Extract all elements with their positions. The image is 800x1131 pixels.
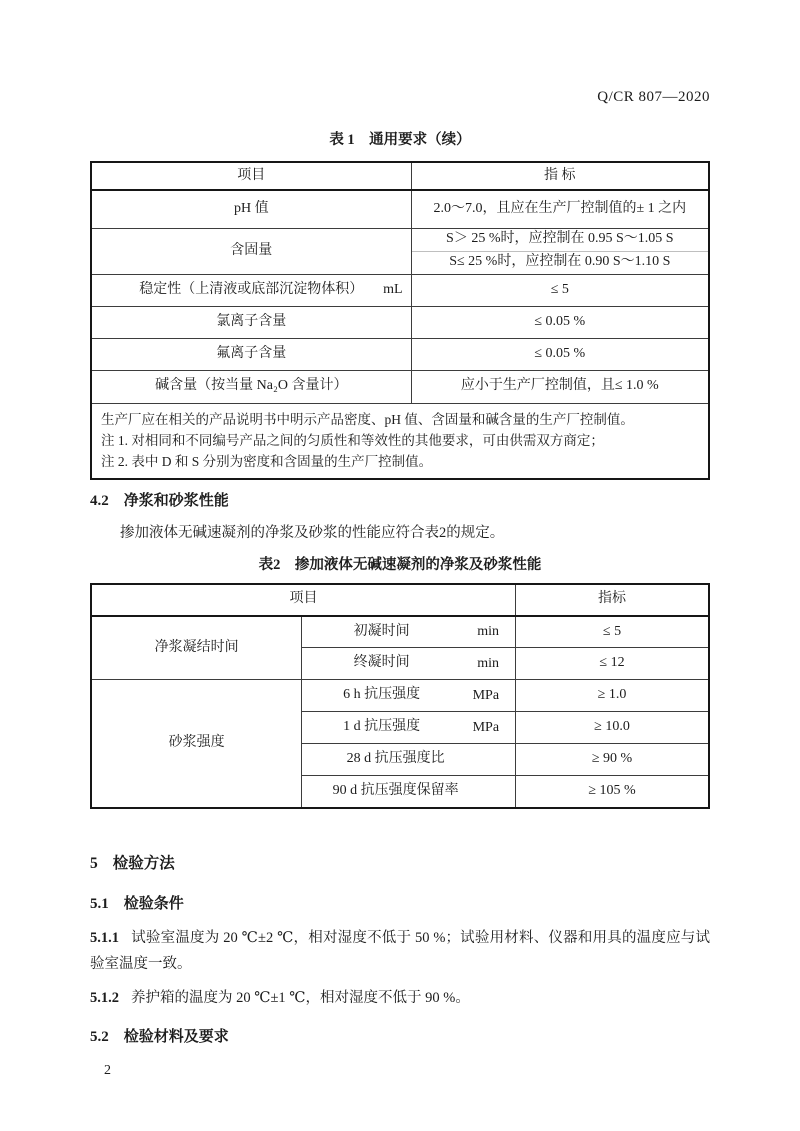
section-number: 5.1 (90, 895, 109, 912)
spec-cell: ≥ 10.0 (516, 712, 709, 744)
item-label: 6 h 抗压强度 (343, 687, 421, 703)
item-cell: 含固量 (91, 228, 411, 274)
section-title: 净浆和砂浆性能 (123, 492, 229, 509)
table1-footnotes (91, 403, 709, 479)
footnote-line: 生产厂应在相关的产品说明书中明示产品密度、pH 值、含固量和碱含量的生产厂控制值。 (101, 411, 634, 427)
item-cell: 氯离子含量 (91, 306, 411, 338)
section-number: 4.2 (90, 492, 109, 509)
section-title: 检验材料及要求 (123, 1028, 229, 1045)
group-cell: 砂浆强度 (91, 680, 302, 808)
clause-text: 试验室温度为 20 ℃±2 ℃，相对湿度不低于 50 %；试验用材料、仪器和用具的温度应与试验室温度一致。 (90, 929, 710, 972)
doc-number: Q/CR 807—2020 (597, 89, 710, 105)
table1-row-solid-content (91, 228, 709, 251)
unit-label: min (477, 623, 500, 639)
item-cell: 90 d 抗压强度保留率 (302, 776, 516, 808)
table1-row-fluoride (91, 338, 709, 370)
table1-header-row (91, 162, 709, 190)
section-5-2-heading (90, 1027, 710, 1047)
item-cell (302, 648, 516, 680)
spec-cell: ≤ 5 (411, 274, 709, 306)
spec-cell: ≥ 1.0 (516, 680, 709, 712)
item-cell: pH 值 (91, 190, 411, 228)
clause-5-1-2 (90, 985, 710, 1011)
section-5-1-heading (90, 894, 710, 914)
table1 (90, 161, 710, 480)
section-number: 5 (90, 854, 98, 872)
unit-label: min (477, 655, 500, 671)
spec-cell-line2: S≤ 25 %时，应控制在 0.90 S～1.10 S (411, 251, 709, 274)
item-label: 初凝时间 (353, 623, 410, 639)
table2-header-row (91, 584, 709, 616)
table1-row-stability (91, 274, 709, 306)
table2-row-initial-set (91, 616, 709, 648)
table1-footnote-row (91, 403, 709, 479)
section-title: 检验方法 (112, 854, 175, 872)
item-cell: 碱含量（按当量 Na₂O 含量计） (91, 370, 411, 403)
unit-label: MPa (472, 687, 500, 703)
table2-col-spec: 指标 (516, 584, 709, 616)
table1-row-ph (91, 190, 709, 228)
section-number: 5.2 (90, 1028, 109, 1045)
section-title: 检验条件 (123, 895, 184, 912)
page-number: 2 (104, 1062, 111, 1078)
spec-cell: ≥ 105 % (516, 776, 709, 808)
spec-cell: ≤ 12 (516, 648, 709, 680)
table1-row-chloride (91, 306, 709, 338)
section-4-2-heading (90, 491, 710, 511)
table2 (90, 583, 710, 809)
table1-caption: 表 1 通用要求（续） (329, 132, 471, 148)
table1-row-alkali (91, 370, 709, 403)
paragraph-4-2: 掺加液体无碱速凝剂的净浆及砂浆的性能应符合表2的规定。 (120, 524, 505, 541)
item-cell: 28 d 抗压强度比 (302, 744, 516, 776)
item-cell (91, 274, 411, 306)
unit-label: mL (383, 281, 403, 297)
item-cell (302, 616, 516, 648)
clause-number: 5.1.2 (90, 989, 119, 1006)
clause-text: 养护箱的温度为 20 ℃±1 ℃，相对湿度不低于 90 %。 (131, 989, 470, 1006)
spec-cell: ≤ 5 (516, 616, 709, 648)
item-label: 1 d 抗压强度 (343, 719, 421, 735)
item-cell: 氟离子含量 (91, 338, 411, 370)
footnote-line: 注 1. 对相同和不同编号产品之间的匀质性和等效性的其他要求，可由供需双方商定； (101, 432, 604, 448)
spec-cell: ≤ 0.05 % (411, 338, 709, 370)
table1-col-spec: 指 标 (411, 162, 709, 190)
item-cell (302, 712, 516, 744)
table1-col-item: 项目 (91, 162, 411, 190)
item-label: 稳定性（上清液或底部沉淀物体积） (139, 281, 364, 297)
footnote-line: 注 2. 表中 D 和 S 分别为密度和含固量的生产厂控制值。 (101, 453, 433, 469)
spec-cell: ≥ 90 % (516, 744, 709, 776)
spec-cell: 应小于生产厂控制值，且≤ 1.0 % (411, 370, 709, 403)
spec-cell: 2.0～7.0，且应在生产厂控制值的± 1 之内 (411, 190, 709, 228)
item-cell (302, 680, 516, 712)
section-5-heading (90, 853, 710, 874)
clause-5-1-1 (90, 925, 710, 977)
spec-cell-line1: S＞ 25 %时，应控制在 0.95 S～1.05 S (411, 228, 709, 251)
item-label: 终凝时间 (353, 655, 410, 671)
unit-label: MPa (472, 719, 500, 735)
table2-row-6h-strength (91, 680, 709, 712)
table2-caption: 表2 掺加液体无碱速凝剂的净浆及砂浆性能 (258, 556, 542, 573)
spec-cell: ≤ 0.05 % (411, 306, 709, 338)
table2-col-item: 项目 (91, 584, 516, 616)
clause-number: 5.1.1 (90, 929, 119, 946)
group-cell: 净浆凝结时间 (91, 616, 302, 680)
